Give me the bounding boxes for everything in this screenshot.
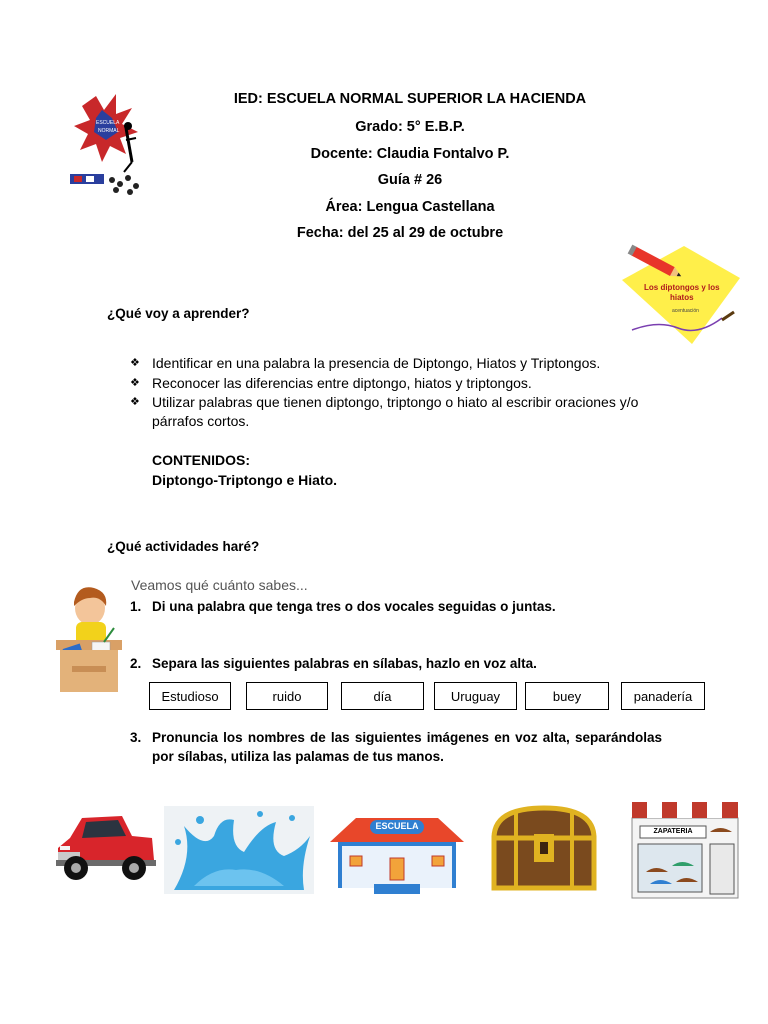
school-name: IED: ESCUELA NORMAL SUPERIOR LA HACIENDA — [233, 91, 587, 107]
shoe-store-sign: ZAPATERIA — [653, 828, 693, 835]
guide-number: Guía # 26 — [377, 172, 443, 188]
svg-text:NORMAL: NORMAL — [98, 128, 120, 134]
subject-area: Área: Lengua Castellana — [325, 199, 495, 215]
contents-title: CONTENIDOS: — [152, 452, 250, 468]
note-title-line1: Los diptongos y los — [644, 283, 720, 292]
diptongos-note-image — [618, 240, 742, 350]
activities-question: ¿Qué actividades haré? — [107, 539, 260, 554]
date-range: Fecha: del 25 al 29 de octubre — [296, 225, 504, 241]
shoe-store-image — [630, 800, 740, 900]
word-box: panadería — [621, 682, 705, 710]
word-box: Estudioso — [149, 682, 231, 710]
teacher: Docente: Claudia Fontalvo P. — [310, 146, 510, 162]
svg-text:ESCUELA: ESCUELA — [96, 120, 120, 126]
learn-question: ¿Qué voy a aprender? — [107, 306, 250, 321]
activity-item: 1. Di una palabra que tenga tres o dos vocales seguidas o juntas. — [130, 599, 556, 614]
diamond-bullet-icon: ❖ — [130, 357, 140, 369]
diamond-bullet-icon: ❖ — [130, 377, 140, 389]
word-box: Uruguay — [434, 682, 517, 710]
contents-text: Diptongo-Triptongo e Hiato. — [152, 472, 338, 488]
activity-item: 3. Pronuncia los nombres de las siguientes imágenes en voz alta, separándolas por sílabas, utiliza las palamas de tus manos. — [130, 730, 662, 764]
note-title-line2: hiatos — [670, 293, 694, 302]
student-illustration — [52, 582, 124, 694]
word-box: día — [341, 682, 424, 710]
car-image — [52, 808, 158, 884]
school-sign: ESCUELA — [375, 821, 419, 831]
water-splash-image — [164, 806, 314, 894]
grade: Grado: 5° E.B.P. — [355, 119, 465, 135]
word-box: buey — [525, 682, 609, 710]
learn-item: ❖ Reconocer las diferencias entre diptongo, hiatos y triptongos. — [130, 375, 532, 391]
activity-item: 2. Separa las siguientes palabras en sílabas, hazlo en voz alta. — [130, 656, 537, 671]
note-subtitle: acentuación — [672, 308, 699, 314]
word-box: ruido — [246, 682, 328, 710]
treasure-chest-image — [488, 804, 600, 892]
learn-item: ❖ Utilizar palabras que tienen diptongo, triptongo o hiato al escribir oraciones y/o párrafos cortos. — [130, 394, 639, 429]
school-building-image — [326, 806, 468, 896]
activities-intro: Veamos qué cuánto sabes... — [131, 577, 308, 593]
learn-item: ❖ Identificar en una palabra la presencia de Diptongo, Hiatos y Triptongos. — [130, 355, 601, 371]
diamond-bullet-icon: ❖ — [130, 396, 140, 408]
